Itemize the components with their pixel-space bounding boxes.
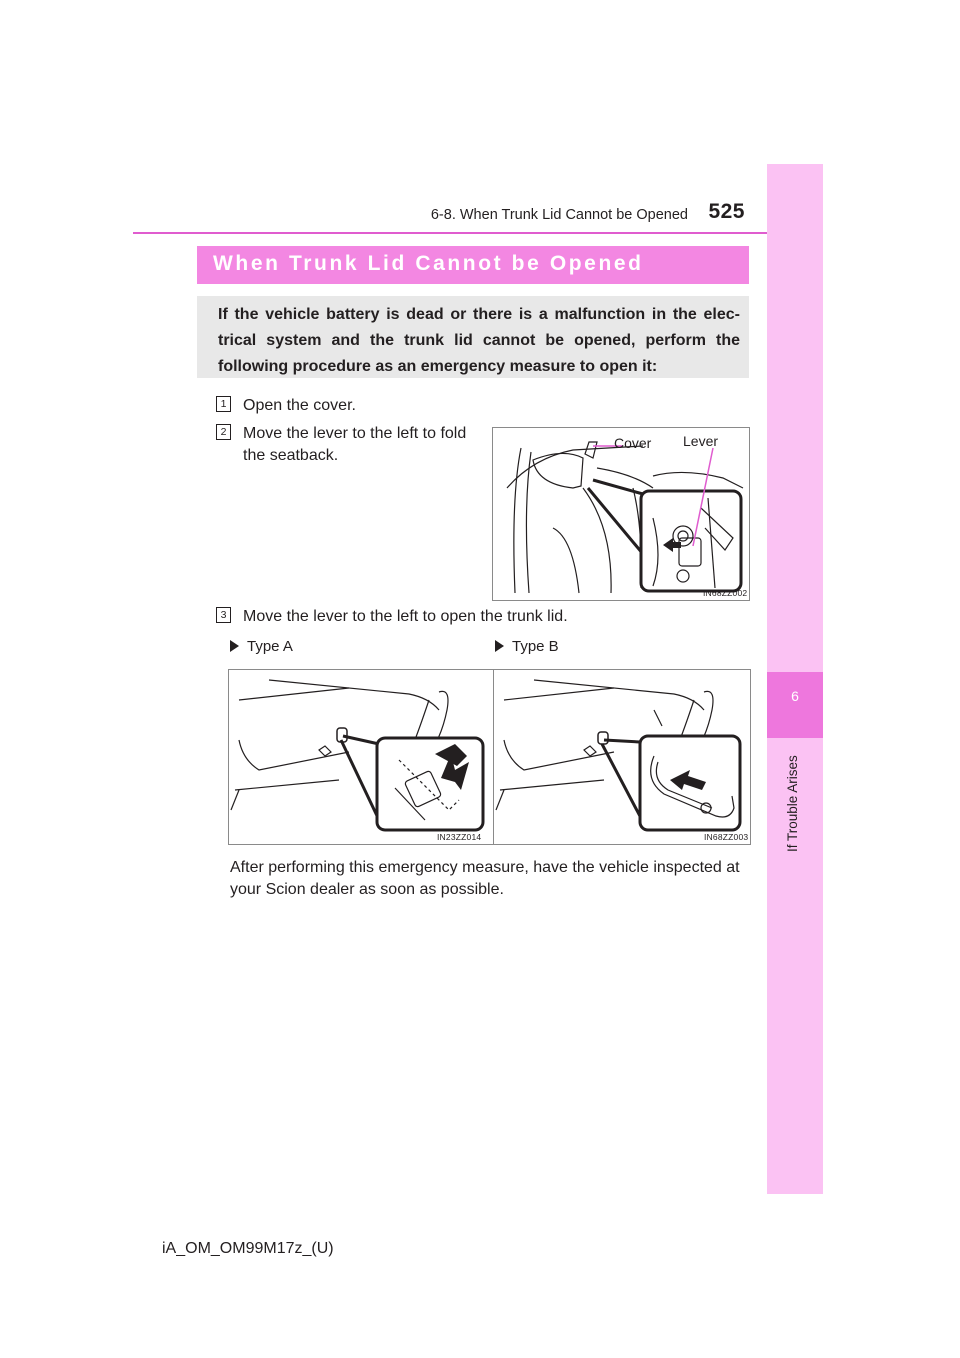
type-a-figure-code: IN23ZZ014 <box>437 832 482 842</box>
document-code: iA_OM_OM99M17z_(U) <box>162 1240 334 1257</box>
type-b-illustration <box>494 670 750 844</box>
figure-code: IN68ZZ002 <box>703 588 748 598</box>
seatback-lever-figure <box>492 427 750 601</box>
step-3-text: Move the lever to the left to open the trunk lid. <box>243 608 568 625</box>
header-rule <box>133 232 823 234</box>
intro-text: If the vehicle battery is dead or there is a malfunction in the elec-trical system and the trunk lid cannot be opened, perform the following procedure as an emergency measure to open it: <box>218 306 740 375</box>
step-1-text: Open the cover. <box>243 397 356 414</box>
side-tab-chapter-marker <box>767 672 823 738</box>
type-b-label: Type B <box>495 638 559 655</box>
callout-lever: Lever <box>683 433 719 449</box>
closing-note: After performing this emergency measure, have the vehicle inspected at your Scion dealer as soon as possible. <box>230 859 740 898</box>
side-tab-chapter-number: 6 <box>791 688 799 704</box>
section-title: 6-8. When Trunk Lid Cannot be Opened <box>430 207 688 223</box>
type-b-figure <box>493 669 751 845</box>
type-a-illustration <box>229 670 494 844</box>
step-2-badge: 2 <box>216 424 231 440</box>
type-b-figure-code: IN68ZZ003 <box>704 832 749 842</box>
type-a-label: Type A <box>230 638 293 655</box>
side-tab-chapter-label: If Trouble Arises <box>785 755 800 852</box>
step-1-badge: 1 <box>216 396 231 412</box>
triangle-bullet-icon <box>230 640 239 652</box>
seatback-illustration <box>493 428 749 600</box>
step-3-badge: 3 <box>216 607 231 623</box>
type-a-figure <box>228 669 495 845</box>
callout-cover: Cover <box>614 435 652 451</box>
page-number: 525 <box>708 200 745 223</box>
step-2-text: Move the lever to the left to fold the seatback. <box>243 425 467 464</box>
triangle-bullet-icon <box>495 640 504 652</box>
page-heading: When Trunk Lid Cannot be Opened <box>213 252 644 275</box>
